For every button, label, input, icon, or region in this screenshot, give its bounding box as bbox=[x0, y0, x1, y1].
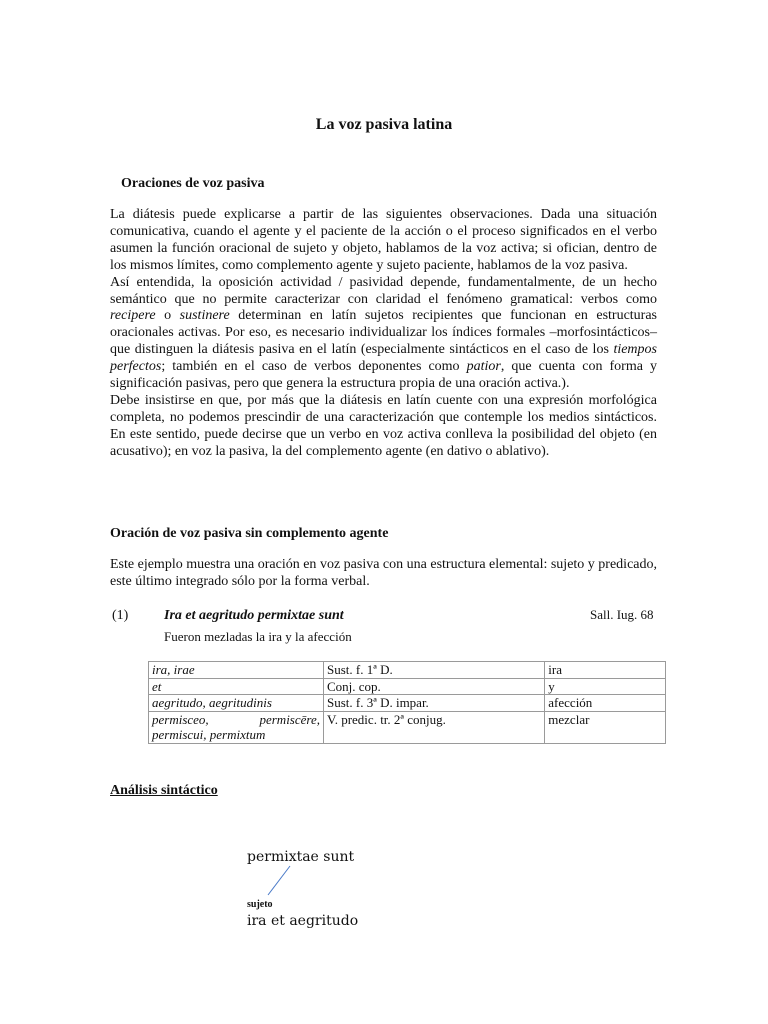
lexicon-table bbox=[148, 661, 666, 744]
lexicon-form bbox=[149, 711, 324, 743]
lexicon-analysis: Sust. f. 3ª D. impar. bbox=[324, 695, 545, 712]
lexicon-meaning: y bbox=[545, 678, 666, 695]
lexicon-meaning: ira bbox=[545, 662, 666, 679]
lexicon-form: aegritudo, aegritudinis bbox=[149, 695, 324, 712]
paragraph-2-part-b: o bbox=[155, 308, 180, 324]
paragraph-2-part-e: , que cuenta con forma y significación pasivas, pero que genera la estructura propia de una oración activa.). bbox=[110, 359, 657, 392]
table-row bbox=[149, 711, 666, 743]
tree-branch-line bbox=[262, 864, 294, 898]
tree-branch-segment bbox=[268, 866, 290, 895]
lexicon-meaning: mezclar bbox=[545, 711, 666, 743]
example-translation: Fueron mezladas la ira y la afección bbox=[164, 629, 352, 644]
term-patior: patior bbox=[466, 359, 501, 375]
paragraph-2 bbox=[110, 275, 657, 393]
tree-subject-node: ira et aegritudo bbox=[247, 913, 359, 929]
document-title: La voz pasiva latina bbox=[315, 116, 453, 133]
lexicon-form: et bbox=[149, 678, 324, 695]
example-latin-sentence: Ira et aegritudo permixtae sunt bbox=[164, 608, 344, 623]
table-row bbox=[149, 662, 666, 679]
table-row bbox=[149, 678, 666, 695]
body-text bbox=[110, 207, 657, 461]
paragraph-1: La diátesis puede explicarse a partir de las siguientes observaciones. Dada una situación comunicativa, cuando el agente y el paciente de la acción o el proceso significados en el verbo asumen la función oracional de sujeto y objeto, hablamos de la voz activa; si ofician, dentro de los mismos límites, como complemento agente y sujeto paciente, hablamos de la voz pasiva. bbox=[110, 207, 657, 273]
example-source: Sall. Iug. 68 bbox=[590, 607, 654, 622]
lexicon-analysis: Conj. cop. bbox=[324, 678, 545, 695]
paragraph-2-part-a: Así entendida, la oposición actividad / pasividad depende, fundamentalmente, de un hecho semántico que no permite caracterizar con claridad el fenómeno gramatical: verbos como bbox=[110, 274, 657, 307]
term-tiempos-perfectos: tiempos perfectos bbox=[110, 342, 657, 375]
example-intro: Este ejemplo muestra una oración en voz pasiva con una estructura elemental: sujeto y predicado, este último integrado sólo por la forma verbal. bbox=[110, 557, 657, 589]
paragraph-2-part-c: determinan en latín sujetos recipientes que funcionan en estructuras oracionales activas. Por eso, es necesario individualizar los índices formales –morfosintácticos– que distinguen la diátesis pasiva en el latín (especialmente sintácticos en el caso de los bbox=[110, 308, 657, 358]
term-recipere: recipere bbox=[110, 308, 156, 324]
lexicon-meaning: afección bbox=[545, 695, 666, 712]
lexicon-form-line-1: permisceo, permiscēre, bbox=[152, 711, 320, 727]
section-heading: Oración de voz pasiva sin complemento agente bbox=[110, 526, 389, 541]
term-sustinere: sustinere bbox=[179, 308, 230, 324]
lexicon-form: ira, irae bbox=[149, 662, 324, 679]
paragraph-3: Debe insistirse en que, por más que la diátesis en latín cuente con una expresión morfológica completa, no podemos prescindir de una caracterización que contemple los medios sintácticos. En este sentido, puede decirse que un verbo en voz activa conlleva la posibilidad del objeto (en acusativo); en voz la pasiva, la del complemento agente (en dativo o ablativo). bbox=[110, 392, 657, 459]
lexicon-analysis: V. predic. tr. 2ª conjug. bbox=[324, 711, 545, 743]
tree-verb-node: permixtae sunt bbox=[247, 849, 355, 865]
table-row bbox=[149, 695, 666, 712]
subheading: Oraciones de voz pasiva bbox=[121, 176, 265, 191]
example-number: (1) bbox=[112, 608, 129, 623]
paragraph-2-part-d: ; también en el caso de verbos deponentes como bbox=[161, 359, 467, 375]
analysis-heading: Análisis sintáctico bbox=[110, 783, 218, 798]
lexicon-analysis: Sust. f. 1ª D. bbox=[324, 662, 545, 679]
lexicon-form-line-2: permiscui, permixtum bbox=[152, 727, 266, 742]
tree-relation-label: sujeto bbox=[247, 899, 273, 910]
